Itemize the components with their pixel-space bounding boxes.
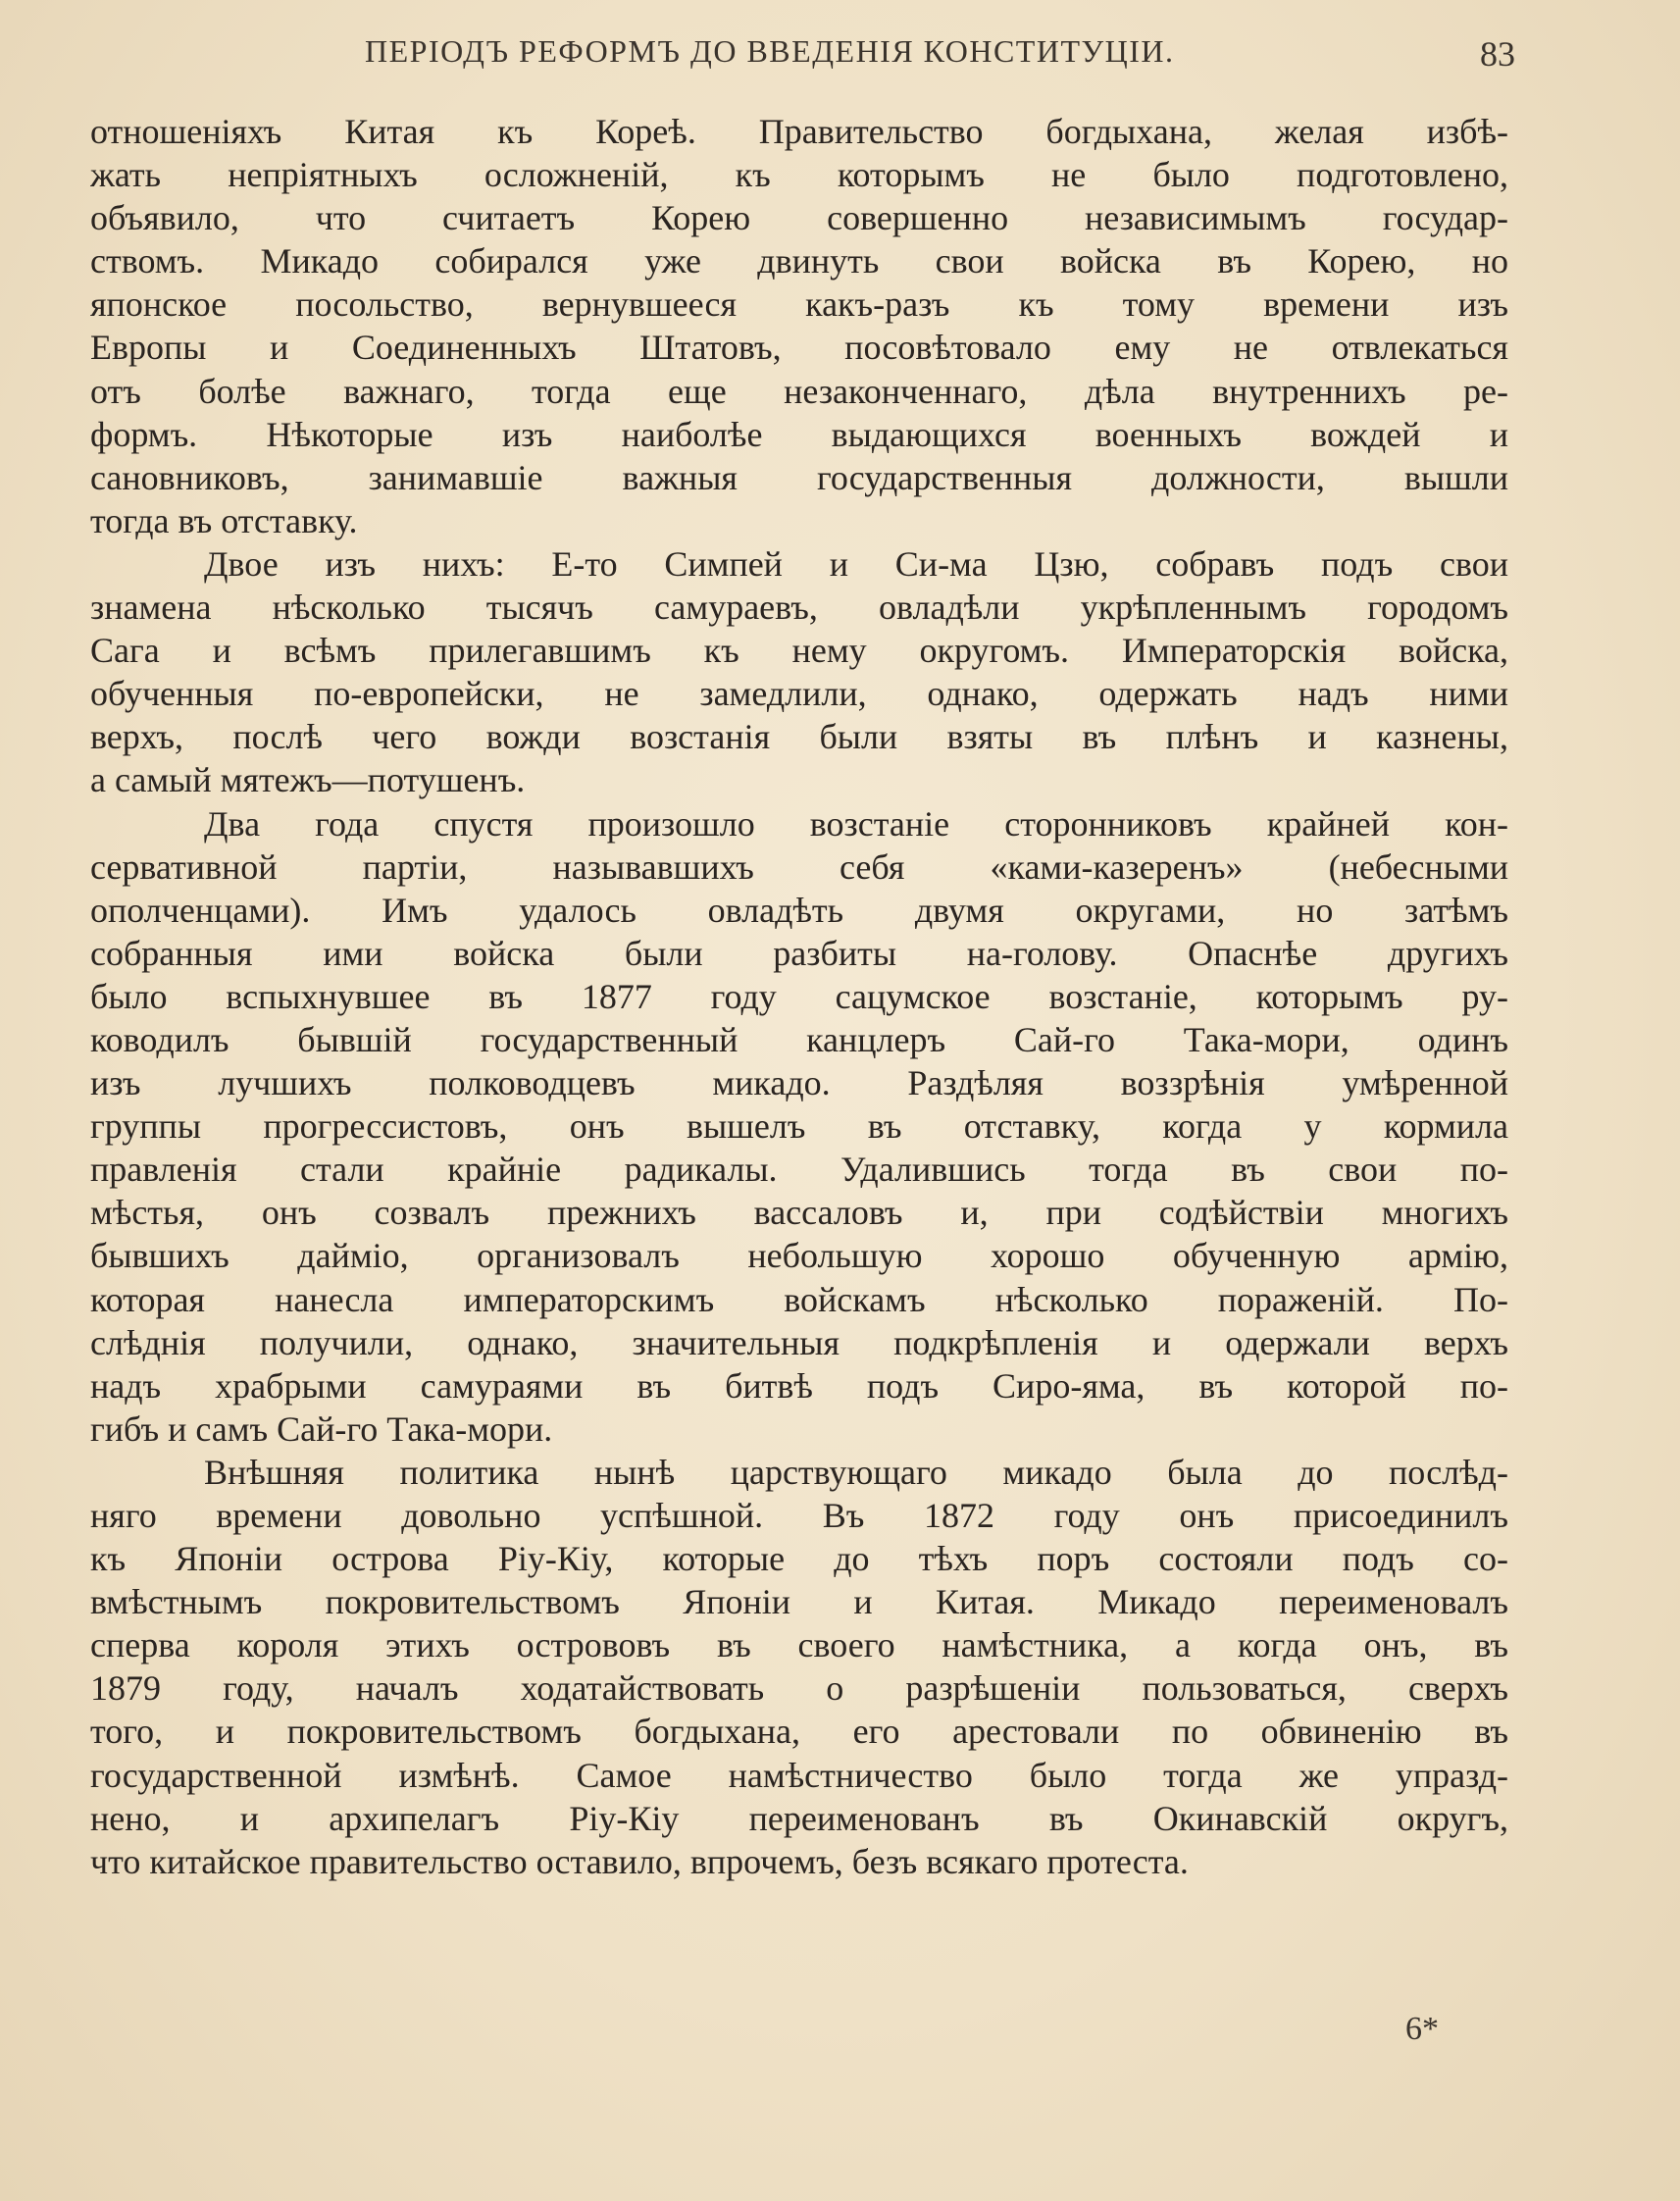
text-line: знамена нѣсколько тысячъ самураевъ, овладѣли укрѣпленнымъ городомъ bbox=[90, 588, 1508, 628]
text-line: жать непріятныхъ осложненій, къ которымъ не было подготовлено, bbox=[90, 155, 1508, 195]
text-line: а самый мятежъ—потушенъ. bbox=[90, 760, 526, 800]
text-line: того, и покровительствомъ богдыхана, его арестовали по обвиненію въ bbox=[90, 1712, 1508, 1752]
text-line: мѣстья, онъ созвалъ прежнихъ вассаловъ и, при содѣйствіи многихъ bbox=[90, 1193, 1508, 1233]
text-line: ополченцами). Имъ удалось овладѣть двумя округами, но затѣмъ bbox=[90, 890, 1508, 930]
text-line: нено, и архипелагъ Ріу-Кіу переименованъ въ Окинавскій округъ, bbox=[90, 1798, 1508, 1838]
page-number: 83 bbox=[1480, 34, 1515, 74]
text-line: группы прогрессистовъ, онъ вышелъ въ отставку, когда у кормила bbox=[90, 1106, 1508, 1147]
text-line: государственной измѣнѣ. Самое намѣстничество было тогда же упразд- bbox=[90, 1755, 1508, 1795]
text-line: отношеніяхъ Китая къ Кореѣ. Правительство богдыхана, желая избѣ- bbox=[90, 112, 1508, 151]
text-line: что китайское правительство оставило, впрочемъ, безъ всякаго протеста. bbox=[90, 1841, 1189, 1881]
text-line: правленія стали крайніе радикалы. Удалившись тогда въ свои по- bbox=[90, 1150, 1508, 1190]
text-line: надъ храбрыми самураями въ битвѣ подъ Сиро-яма, въ которой по- bbox=[90, 1365, 1508, 1406]
text-line: сановниковъ, занимавшіе важныя государственныя должности, вышли bbox=[90, 457, 1508, 497]
text-line: тогда въ отставку. bbox=[90, 500, 358, 540]
text-line: объявило, что считаетъ Корею совершенно независимымъ государ- bbox=[90, 198, 1508, 238]
text-line: бывшихъ дайміо, организовалъ небольшую хорошо обученную армію, bbox=[90, 1236, 1508, 1276]
text-line: Сага и всѣмъ прилегавшимъ къ нему округомъ. Императорскія войска, bbox=[90, 631, 1508, 671]
text-line: гибъ и самъ Сай-го Така-мори. bbox=[90, 1408, 553, 1449]
text-line: вмѣстнымъ покровительствомъ Японіи и Китая. Микадо переименовалъ bbox=[90, 1582, 1508, 1622]
text-line: отъ болѣе важнаго, тогда еще незаконченнаго, дѣла внутреннихъ ре- bbox=[90, 371, 1508, 411]
text-line: Внѣшняя политика нынѣ царствующаго микадо была до послѣд- bbox=[204, 1452, 1508, 1492]
text-line: собранныя ими войска были разбиты на-голову. Опаснѣе другихъ bbox=[90, 933, 1508, 973]
text-line: няго времени довольно успѣшной. Въ 1872 году онъ присоединилъ bbox=[90, 1496, 1508, 1535]
text-line: ствомъ. Микадо собирался уже двинуть свои войска въ Корею, но bbox=[90, 241, 1508, 282]
body-text bbox=[90, 110, 1508, 1883]
text-line: было вспыхнувшее въ 1877 году сацумское возстаніе, которымъ ру- bbox=[90, 976, 1508, 1016]
running-title: ПЕРІОДЪ РЕФОРМЪ ДО ВВЕДЕНІЯ КОНСТИТУЦІИ. bbox=[365, 33, 1175, 69]
text-line: формъ. Нѣкоторые изъ наиболѣе выдающихся военныхъ вождей и bbox=[90, 414, 1508, 454]
text-line: изъ лучшихъ полководцевъ микадо. Раздѣляя воззрѣнія умѣренной bbox=[90, 1063, 1508, 1103]
text-line: 1879 году, началъ ходатайствовать о разрѣшеніи пользоваться, сверхъ bbox=[90, 1668, 1508, 1709]
text-line: обученныя по-европейски, не замедлили, однако, одержать надъ ними bbox=[90, 674, 1508, 714]
text-line: слѣднія получили, однако, значительныя подкрѣпленія и одержали верхъ bbox=[90, 1322, 1508, 1362]
text-line: сперва короля этихъ острововъ въ своего намѣстника, а когда онъ, въ bbox=[90, 1625, 1508, 1665]
text-line: Два года спустя произошло возстаніе сторонниковъ крайней кон- bbox=[204, 803, 1508, 844]
text-line: ководилъ бывшій государственный канцлеръ Сай-го Така-мори, одинъ bbox=[90, 1019, 1508, 1059]
text-line: японское посольство, вернувшееся какъ-разъ къ тому времени изъ bbox=[90, 284, 1508, 325]
text-line: которая нанесла императорскимъ войскамъ нѣсколько пораженій. По- bbox=[90, 1279, 1508, 1319]
text-line: Двое изъ нихъ: Е-то Симпей и Си-ма Цзю, собравъ подъ свои bbox=[204, 543, 1508, 584]
text-line: къ Японіи острова Ріу-Кіу, которые до тѣхъ поръ состояли подъ со- bbox=[90, 1539, 1508, 1579]
text-line: сервативной партіи, называвшихъ себя «ками-казеренъ» (небесными bbox=[90, 846, 1508, 887]
text-line: верхъ, послѣ чего вожди возстанія были взяты въ плѣнъ и казнены, bbox=[90, 717, 1508, 757]
text-line: Европы и Соединенныхъ Штатовъ, посовѣтовало ему не отвлекаться bbox=[90, 328, 1508, 368]
signature-mark: 6* bbox=[1405, 2011, 1439, 2047]
